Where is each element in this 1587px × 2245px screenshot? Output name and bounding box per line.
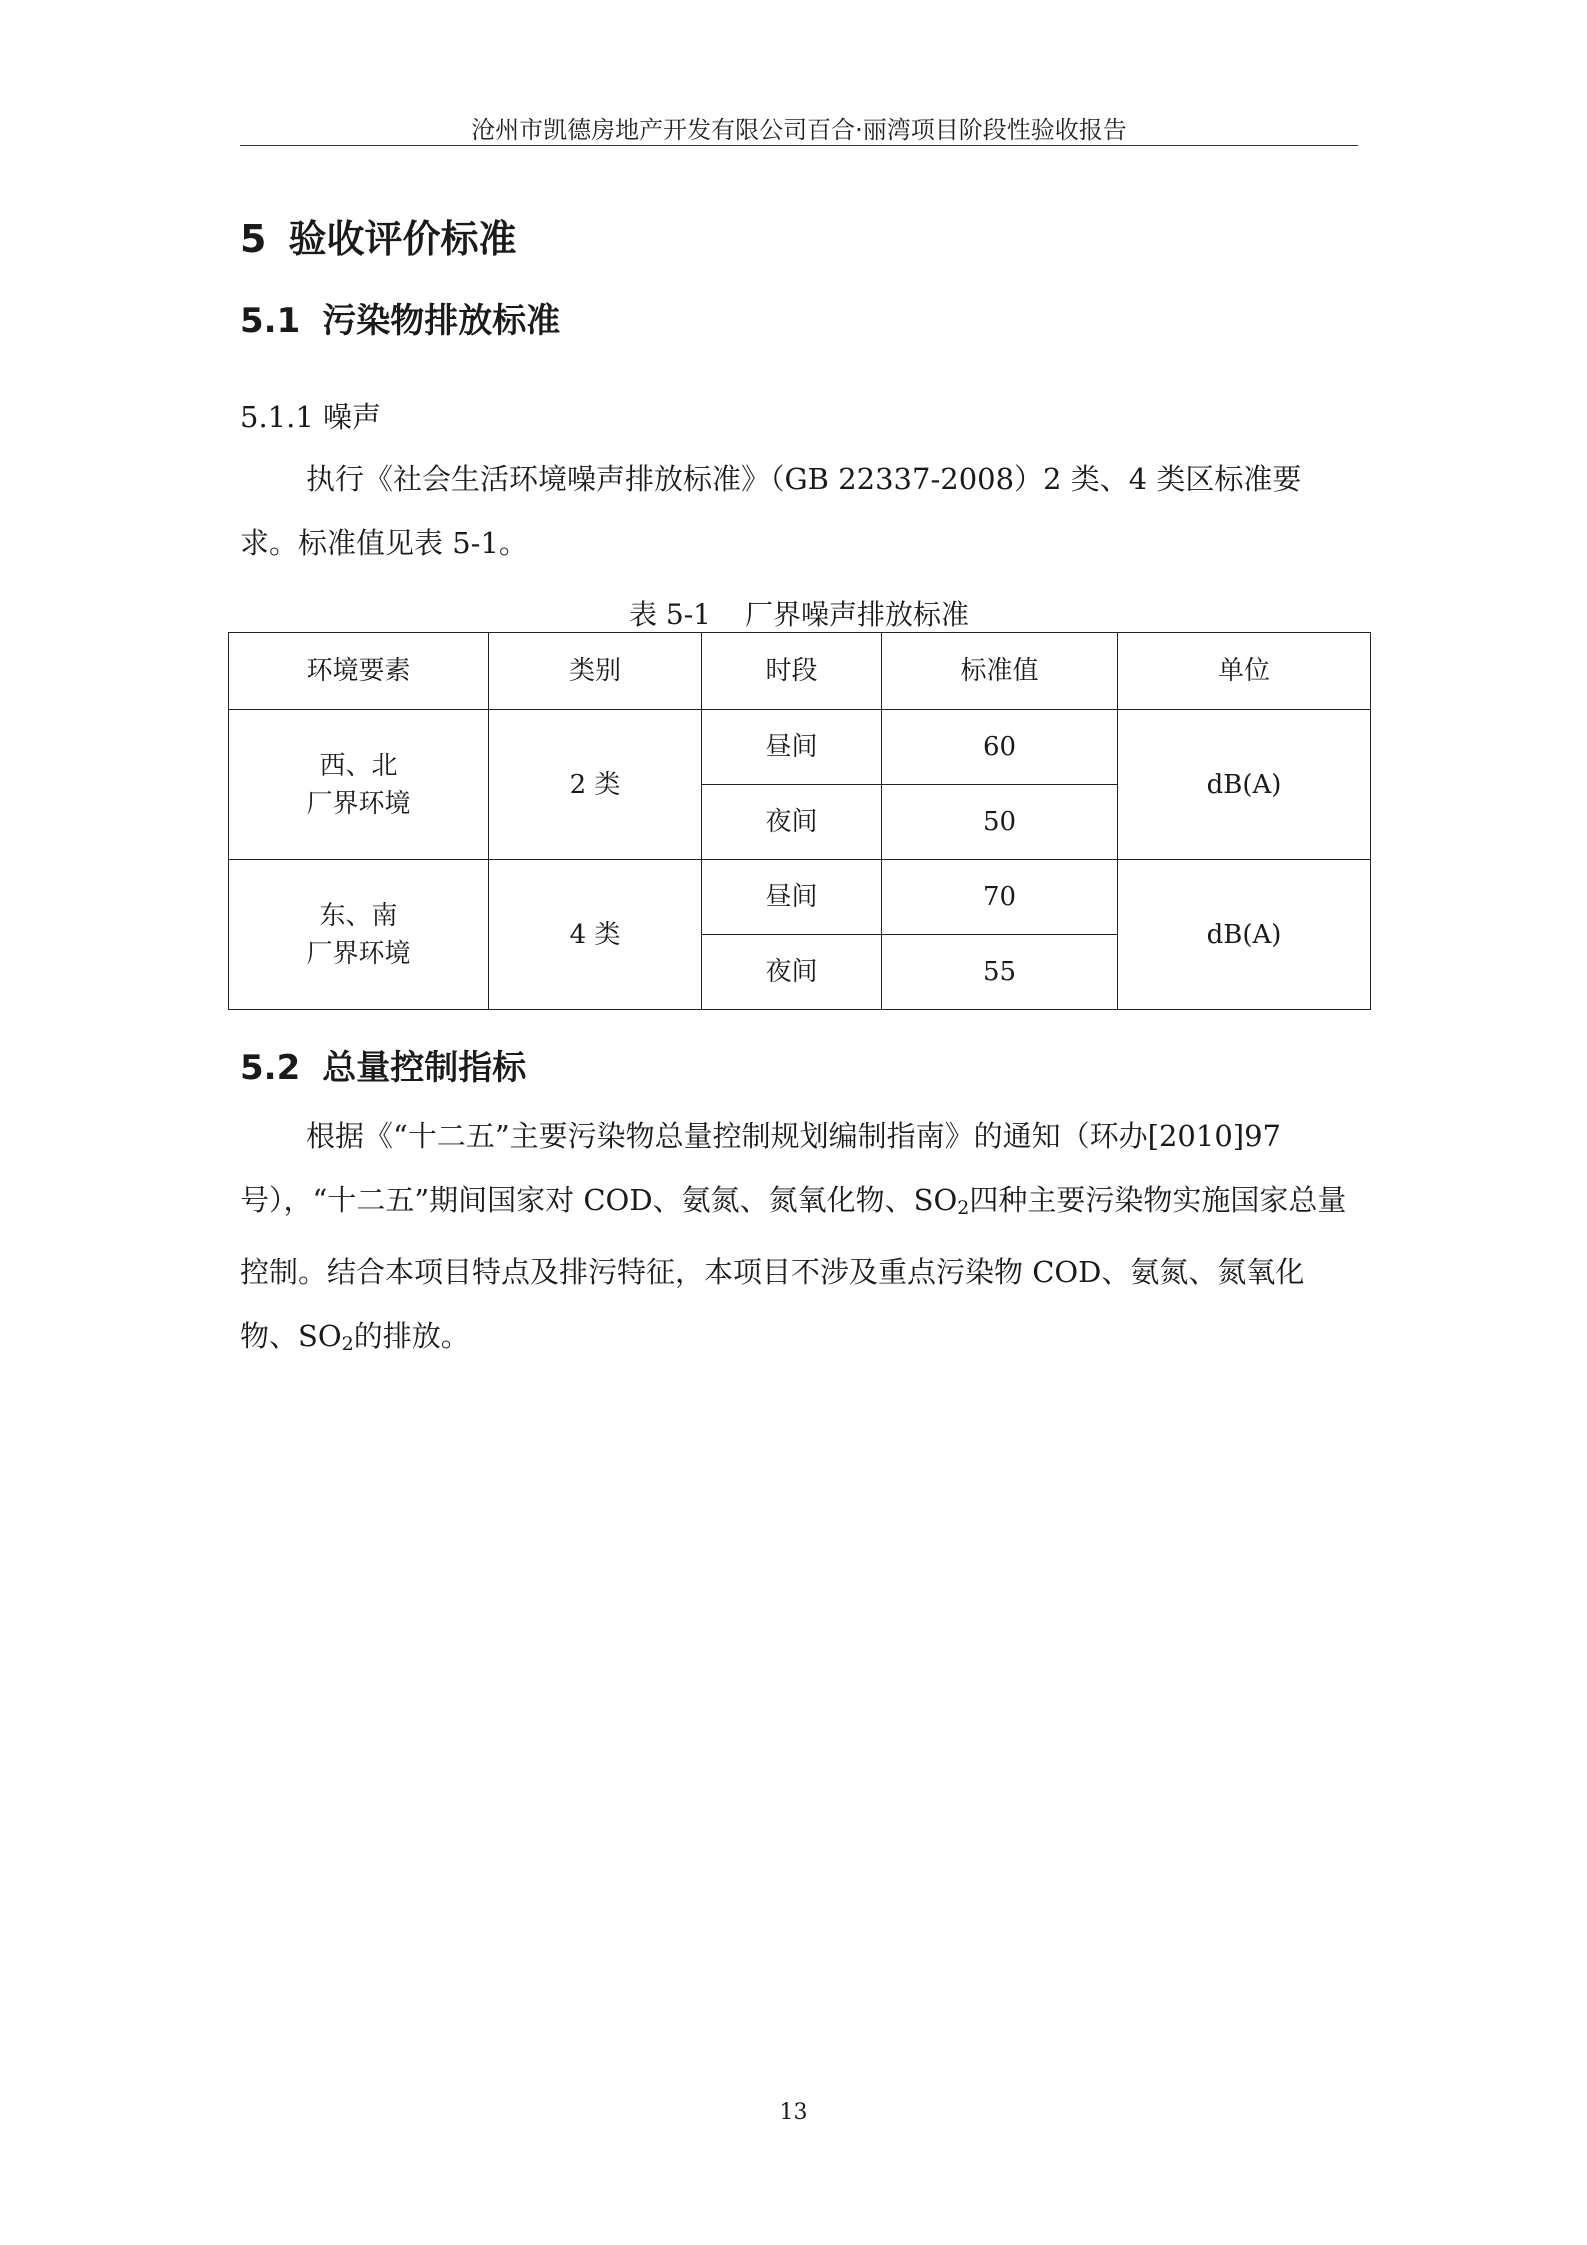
element-line: 东、南: [319, 900, 398, 931]
value-cell: 55: [882, 935, 1118, 1010]
table-row: [229, 860, 1371, 935]
value-cell: 50: [882, 785, 1118, 860]
unit-cell: dB(A): [1118, 860, 1371, 1010]
section-title: 验收评价标准: [288, 217, 517, 261]
table-row: [229, 710, 1371, 785]
section-number: 5: [240, 217, 267, 261]
element-line: 厂界环境: [306, 788, 411, 819]
element-line: 厂界环境: [306, 938, 411, 969]
section-number: 5.2: [240, 1048, 301, 1088]
section-heading-5-1: [240, 293, 560, 342]
unit-cell: dB(A): [1118, 710, 1371, 860]
section-title: 污染物排放标准: [322, 301, 561, 341]
value-cell: 70: [882, 860, 1118, 935]
value-cell: 60: [882, 710, 1118, 785]
period-cell: 夜间: [702, 935, 882, 1010]
category-cell: 2 类: [489, 710, 702, 860]
header-cell: 标准值: [882, 633, 1118, 710]
table-header-row: [229, 633, 1371, 710]
category-cell: 4 类: [489, 860, 702, 1010]
page-number: 13: [779, 2100, 808, 2125]
table-caption: [240, 593, 1358, 633]
paragraph-text: 执行《社会生活环境噪声排放标准》（GB 22337-2008）2 类、4 类区标准要求。标准值见表 5-1。: [240, 462, 1302, 560]
header-cell: 类别: [489, 633, 702, 710]
header-rule: [240, 145, 1358, 146]
section-heading-5: [240, 208, 516, 263]
subscript: 2: [341, 1333, 354, 1355]
period-cell: 昼间: [702, 860, 882, 935]
text-run: 的排放。: [353, 1319, 470, 1353]
caption-title: 厂界噪声排放标准: [744, 598, 969, 631]
section-heading-5-2: [240, 1040, 526, 1089]
header-cell: 单位: [1118, 633, 1371, 710]
subscript: 2: [957, 1197, 970, 1219]
paragraph-text: [240, 1104, 1358, 1376]
period-cell: 夜间: [702, 785, 882, 860]
section-number: 5.1.1: [240, 400, 314, 434]
section-heading-5-1-1: [240, 395, 381, 436]
period-cell: 昼间: [702, 710, 882, 785]
element-cell: [229, 710, 489, 860]
section-title: 噪声: [323, 400, 382, 434]
section-number: 5.1: [240, 301, 301, 341]
text-run: 四种主要污染物实施国家总量控制。结合本项目特点及排污特征，本项目不涉及重点污染物 COD、氨氮、氮氧化物、SO: [240, 1183, 1347, 1353]
element-cell: [229, 860, 489, 1010]
element-line: 西、北: [319, 750, 398, 781]
paragraph-noise-standard: [240, 447, 1358, 575]
header-cell: 时段: [702, 633, 882, 710]
paragraph-total-control: [240, 1104, 1358, 1376]
section-title: 总量控制指标: [322, 1048, 527, 1088]
page-header: 沧州市凯德房地产开发有限公司百合·丽湾项目阶段性验收报告: [471, 116, 1127, 144]
noise-standard-table: [228, 632, 1371, 1010]
text-run: 根据《“十二五”主要污染物总量控制规划编制指南》的通知（环办[2010]97 号），“十二五”期间国家对 COD、氨氮、氮氧化物、SO: [240, 1119, 1281, 1217]
header-cell: 环境要素: [229, 633, 489, 710]
caption-number: 表 5-1: [628, 598, 711, 631]
